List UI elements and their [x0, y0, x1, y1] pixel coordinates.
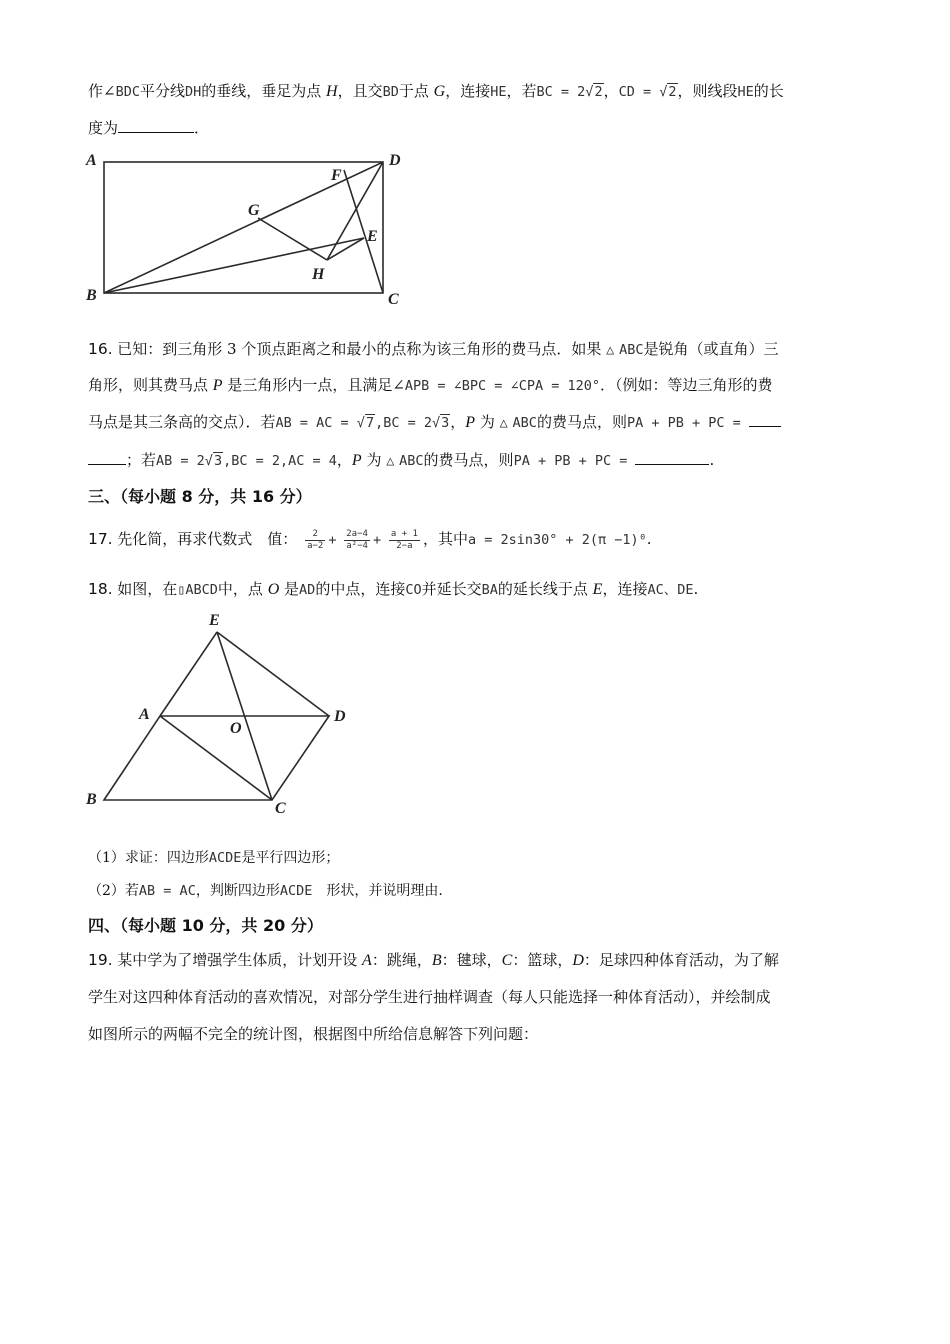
fraction-3: $\frac{a + 1}{2-a}$ — [390, 528, 418, 551]
label-a: A — [86, 152, 97, 169]
segment-ed — [217, 632, 329, 716]
q16-line2: 角形，则其费马点 P 是三角形内一点，且满足∠APB = ∠BPC = ∠CPA = 120°．（例如：等边三角形的费 — [88, 376, 773, 394]
segment-ae — [160, 632, 217, 716]
section-4-heading: 四、（每小题 10 分，共 20 分） — [88, 916, 323, 935]
q19-line3: 如图所示的两幅不完全的统计图，根据图中所给信息解答下列问题： — [88, 1025, 539, 1043]
label-d: D — [389, 152, 401, 169]
q18-sub1: （1）求证：四边形ACDE是平行四边形； — [88, 850, 340, 866]
q19-line2: 学生对这四种体育活动的喜欢情况，对部分学生进行抽样调查（每人只能选择一种体育活动），并绘制成 — [88, 988, 771, 1006]
q18-line: 18. 如图，在▯ABCD中，点 O 是AD的中点，连接CO并延长交BA的延长线于点 E，连接AC、DE. — [88, 580, 699, 598]
q16-line3: 马点是其三条高的交点）．若AB = AC = √7,BC = 2√3，P 为 △ ABC的费马点，则PA + PB + PC = — [88, 411, 781, 432]
label-f: F — [331, 167, 342, 184]
label-b: B — [86, 287, 97, 304]
fraction-1: $\frac{2}{a-2}$ — [307, 528, 324, 551]
q18-sub2: （2）若AB = AC，判断四边形ACDE 形状，并说明理由. — [88, 883, 443, 899]
q16-line1: 16. 已知：到三角形 3 个顶点距离之和最小的点称为该三角形的费马点．如果 △ ABC是锐角（或直角）三 — [88, 340, 779, 358]
label-e: E — [367, 228, 378, 245]
q15-line1: 作∠BDC平分线DH的垂线，垂足为点 H，且交BD于点 G，连接HE，若BC = 2√2，CD = √2，则线段HE的长 — [88, 82, 784, 100]
q16-line4: ；若AB = 2√3,BC = 2,AC = 4，P 为 △ ABC的费马点，则PA + PB + PC = . — [88, 449, 714, 470]
segment-ac — [160, 716, 272, 800]
label-c: C — [275, 800, 286, 817]
section-3-heading: 三、（每小题 8 分，共 16 分） — [88, 487, 312, 506]
label-h: H — [312, 266, 325, 283]
q19-line1: 19. 某中学为了增强学生体质，计划开设 A：跳绳，B：毽球，C：篮球，D：足球四种体育活动，为了解 — [88, 951, 779, 969]
label-d: D — [334, 708, 346, 725]
label-b: B — [86, 791, 97, 808]
label-e: E — [209, 612, 220, 629]
q15-line2: 度为 ． — [88, 119, 210, 137]
fraction-2: $\frac{2a-4}{\text{a²−4}}$ — [346, 528, 368, 551]
q17-line: 17. 先化简，再求代数式 值： $\frac{2}{a-2}$ + $\frac{2a-4}{\text{a²−4}}$ + $\frac{a + 1}{2-a}$ ，其中a = 2sin30° + 2(π −1)⁰. — [88, 528, 652, 551]
label-a: A — [139, 706, 150, 723]
label-o: O — [230, 720, 242, 737]
label-g: G — [248, 202, 260, 219]
label-c: C — [388, 291, 399, 308]
